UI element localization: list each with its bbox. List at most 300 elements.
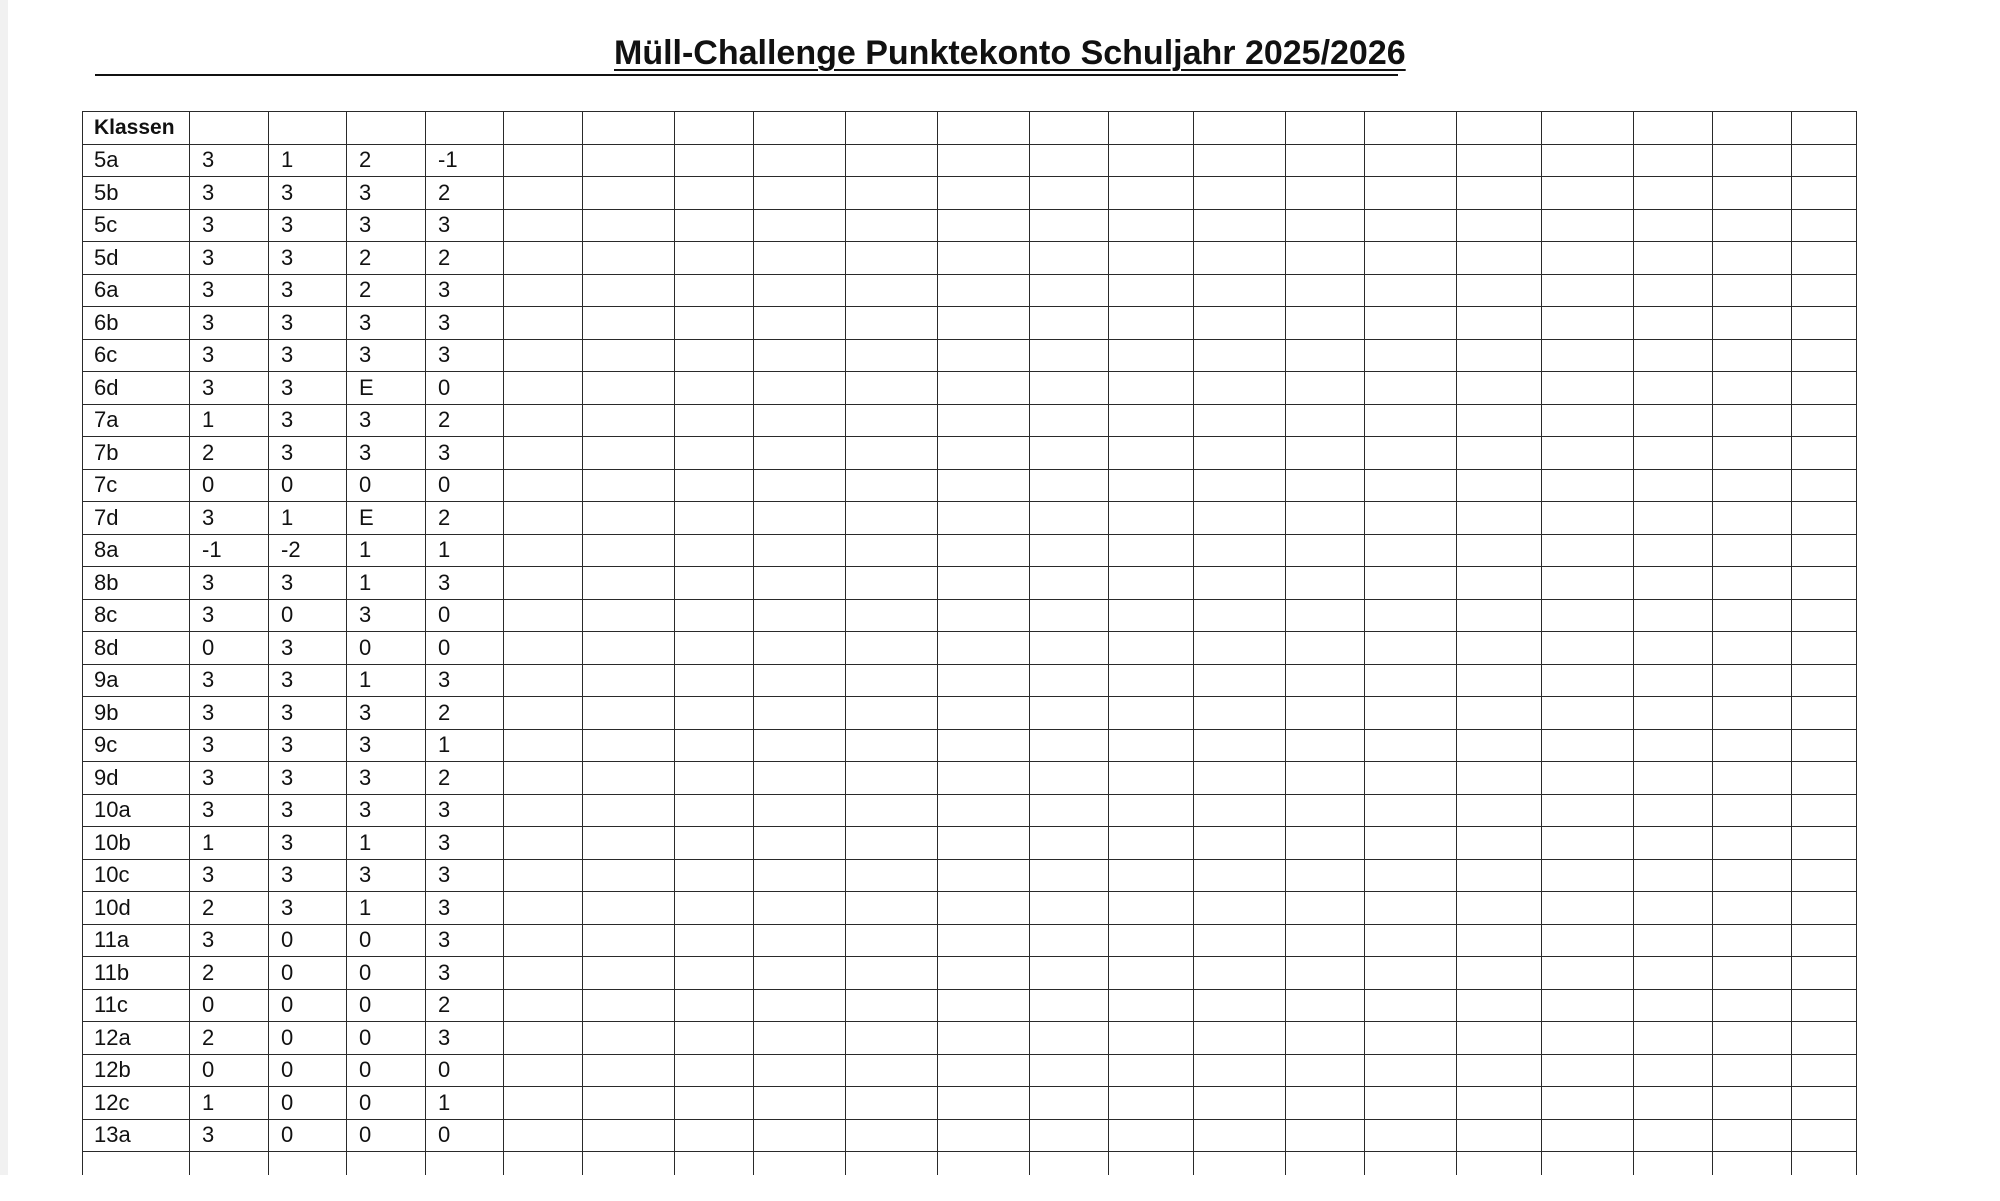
header-cell (1194, 112, 1286, 145)
empty-cell (1109, 632, 1194, 665)
empty-cell (1030, 437, 1109, 470)
empty-cell (1194, 632, 1286, 665)
class-name-cell: 5c (83, 209, 190, 242)
empty-cell (675, 209, 754, 242)
empty-cell (1194, 697, 1286, 730)
empty-cell (1030, 339, 1109, 372)
empty-cell (1792, 1119, 1857, 1152)
table-row (83, 274, 1857, 307)
empty-cell (1457, 1022, 1542, 1055)
score-cell: 0 (269, 469, 347, 502)
score-cell: 3 (190, 794, 269, 827)
empty-cell (754, 502, 846, 535)
class-name-cell: 10a (83, 794, 190, 827)
table-row (83, 437, 1857, 470)
empty-cell (1194, 989, 1286, 1022)
empty-cell (1365, 177, 1457, 210)
empty-cell (1194, 892, 1286, 925)
empty-cell (1634, 469, 1713, 502)
empty-cell (1030, 794, 1109, 827)
score-cell: 2 (426, 989, 504, 1022)
score-cell: 3 (269, 274, 347, 307)
empty-cell (754, 242, 846, 275)
empty-cell (504, 729, 583, 762)
empty-cell (1030, 177, 1109, 210)
empty-cell (1109, 144, 1194, 177)
header-cell (1792, 112, 1857, 145)
table-row (83, 664, 1857, 697)
page-title: Müll-Challenge Punktekonto Schuljahr 2025/2026 (614, 34, 1406, 72)
empty-cell (1713, 209, 1792, 242)
empty-cell (1713, 632, 1792, 665)
empty-cell (1542, 697, 1634, 730)
empty-cell (1109, 859, 1194, 892)
empty-cell (1286, 697, 1365, 730)
score-cell: 2 (347, 144, 426, 177)
empty-cell (938, 534, 1030, 567)
empty-cell (504, 437, 583, 470)
empty-cell (1634, 534, 1713, 567)
empty-cell (846, 209, 938, 242)
empty-cell (1792, 144, 1857, 177)
empty-cell (583, 209, 675, 242)
empty-cell (675, 794, 754, 827)
score-cell: 0 (269, 1087, 347, 1120)
empty-cell (1030, 957, 1109, 990)
score-cell: 1 (347, 827, 426, 860)
empty-cell (675, 1119, 754, 1152)
score-cell: 3 (269, 794, 347, 827)
empty-cell (1030, 1054, 1109, 1087)
empty-cell (1194, 924, 1286, 957)
score-cell: 2 (190, 1022, 269, 1055)
empty-cell (504, 1054, 583, 1087)
empty-cell (1109, 794, 1194, 827)
class-name-cell: 12c (83, 1087, 190, 1120)
empty-cell (938, 957, 1030, 990)
empty-cell (1457, 1119, 1542, 1152)
score-cell: 2 (190, 437, 269, 470)
empty-cell (754, 1054, 846, 1087)
empty-cell (754, 632, 846, 665)
score-cell: 0 (426, 599, 504, 632)
empty-cell (1030, 664, 1109, 697)
empty-cell (1542, 827, 1634, 860)
score-cell: 3 (347, 307, 426, 340)
empty-cell (846, 827, 938, 860)
empty-cell (1194, 599, 1286, 632)
empty-cell (1792, 859, 1857, 892)
empty-cell (1457, 762, 1542, 795)
class-name-cell: 9a (83, 664, 190, 697)
empty-cell (754, 859, 846, 892)
empty-cell (1109, 209, 1194, 242)
empty-cell (1634, 242, 1713, 275)
score-cell: 3 (269, 892, 347, 925)
empty-cell (504, 1119, 583, 1152)
empty-cell (1365, 372, 1457, 405)
empty-cell (1030, 307, 1109, 340)
empty-cell (1365, 437, 1457, 470)
score-cell: 0 (269, 1119, 347, 1152)
empty-cell (1634, 762, 1713, 795)
score-cell: 0 (426, 469, 504, 502)
empty-cell (1030, 534, 1109, 567)
empty-cell (846, 697, 938, 730)
empty-cell (846, 242, 938, 275)
empty-cell (1030, 632, 1109, 665)
empty-cell (754, 534, 846, 567)
empty-cell (938, 307, 1030, 340)
empty-cell (675, 339, 754, 372)
empty-cell (1457, 664, 1542, 697)
empty-cell (754, 924, 846, 957)
empty-cell (1457, 567, 1542, 600)
empty-cell (1457, 632, 1542, 665)
empty-cell (846, 599, 938, 632)
score-cell: 1 (190, 827, 269, 860)
empty-cell (504, 177, 583, 210)
empty-cell (504, 502, 583, 535)
empty-cell (1030, 274, 1109, 307)
score-cell: 0 (426, 632, 504, 665)
score-cell: 0 (347, 957, 426, 990)
empty-cell (1030, 404, 1109, 437)
empty-cell (938, 469, 1030, 502)
score-cell: 3 (269, 664, 347, 697)
empty-cell (1457, 924, 1542, 957)
empty-cell (1286, 469, 1365, 502)
empty-cell (1713, 957, 1792, 990)
empty-cell (1365, 469, 1457, 502)
empty-cell (504, 274, 583, 307)
header-cell (846, 112, 938, 145)
score-cell: 3 (426, 567, 504, 600)
empty-cell (1286, 209, 1365, 242)
empty-cell (1542, 957, 1634, 990)
empty-cell (675, 404, 754, 437)
score-cell: 0 (190, 1054, 269, 1087)
empty-cell (583, 307, 675, 340)
empty-cell (1365, 404, 1457, 437)
empty-cell (1109, 437, 1194, 470)
empty-cell (846, 567, 938, 600)
empty-cell (1792, 177, 1857, 210)
empty-cell (1792, 209, 1857, 242)
empty-cell (846, 1022, 938, 1055)
score-cell: 3 (426, 957, 504, 990)
empty-cell (1194, 1087, 1286, 1120)
header-klassen: Klassen (83, 112, 190, 145)
empty-cell (1713, 274, 1792, 307)
empty-cell (938, 827, 1030, 860)
empty-cell (1286, 339, 1365, 372)
score-cell: 2 (426, 762, 504, 795)
empty-cell (1365, 567, 1457, 600)
class-name-cell: 7b (83, 437, 190, 470)
empty-cell (938, 404, 1030, 437)
empty-cell (583, 1087, 675, 1120)
empty-cell (583, 859, 675, 892)
empty-cell (754, 664, 846, 697)
empty-cell (583, 1054, 675, 1087)
empty-cell (1109, 1119, 1194, 1152)
empty-cell (1030, 729, 1109, 762)
empty-cell (1713, 437, 1792, 470)
empty-cell (1365, 924, 1457, 957)
empty-cell (1542, 567, 1634, 600)
score-cell: 3 (190, 599, 269, 632)
empty-cell (938, 242, 1030, 275)
empty-cell (1109, 274, 1194, 307)
empty-cell (1286, 372, 1365, 405)
empty-cell (1792, 1054, 1857, 1087)
empty-cell (1194, 859, 1286, 892)
class-name-cell: 10d (83, 892, 190, 925)
empty-cell (1286, 664, 1365, 697)
empty-cell (1030, 892, 1109, 925)
empty-cell (504, 989, 583, 1022)
empty-cell (1457, 534, 1542, 567)
empty-cell (675, 372, 754, 405)
empty-cell (1457, 697, 1542, 730)
empty-cell (1109, 827, 1194, 860)
score-cell: 0 (269, 924, 347, 957)
score-cell: 3 (426, 892, 504, 925)
empty-cell (1365, 274, 1457, 307)
empty-cell (1109, 534, 1194, 567)
class-name-cell: 12a (83, 1022, 190, 1055)
points-table (82, 111, 1857, 1185)
empty-cell (1194, 502, 1286, 535)
empty-cell (1542, 144, 1634, 177)
empty-cell (1457, 599, 1542, 632)
empty-cell (504, 697, 583, 730)
empty-cell (1713, 502, 1792, 535)
score-cell: 2 (347, 274, 426, 307)
score-cell: 3 (347, 177, 426, 210)
empty-cell (1542, 1087, 1634, 1120)
class-name-cell: 7a (83, 404, 190, 437)
empty-cell (1542, 924, 1634, 957)
score-cell: 3 (190, 1119, 269, 1152)
empty-cell (1030, 859, 1109, 892)
empty-cell (1457, 859, 1542, 892)
table-row (83, 1119, 1857, 1152)
empty-cell (675, 632, 754, 665)
empty-cell (846, 859, 938, 892)
empty-cell (1792, 307, 1857, 340)
empty-cell (938, 729, 1030, 762)
empty-cell (1365, 1022, 1457, 1055)
empty-cell (846, 762, 938, 795)
empty-cell (1457, 404, 1542, 437)
empty-cell (504, 307, 583, 340)
empty-cell (675, 697, 754, 730)
empty-cell (938, 567, 1030, 600)
empty-cell (675, 664, 754, 697)
class-name-cell: 6d (83, 372, 190, 405)
empty-cell (1286, 989, 1365, 1022)
score-cell: 0 (347, 632, 426, 665)
header-cell (1365, 112, 1457, 145)
empty-cell (675, 989, 754, 1022)
table-row (83, 924, 1857, 957)
empty-cell (1194, 1022, 1286, 1055)
empty-cell (1792, 664, 1857, 697)
empty-cell (1634, 567, 1713, 600)
empty-cell (504, 567, 583, 600)
table-row (83, 372, 1857, 405)
empty-cell (583, 924, 675, 957)
empty-cell (1286, 144, 1365, 177)
header-cell (1030, 112, 1109, 145)
class-name-cell: 11b (83, 957, 190, 990)
empty-cell (1365, 989, 1457, 1022)
empty-cell (846, 664, 938, 697)
score-cell: 3 (269, 859, 347, 892)
class-name-cell: 6b (83, 307, 190, 340)
empty-cell (938, 762, 1030, 795)
empty-cell (504, 632, 583, 665)
empty-cell (1713, 339, 1792, 372)
empty-cell (1792, 372, 1857, 405)
score-cell: 0 (269, 957, 347, 990)
empty-cell (1713, 177, 1792, 210)
empty-cell (1194, 794, 1286, 827)
empty-cell (1365, 892, 1457, 925)
empty-cell (675, 892, 754, 925)
header-cell (504, 112, 583, 145)
empty-cell (1792, 502, 1857, 535)
class-name-cell: 8a (83, 534, 190, 567)
empty-cell (1109, 307, 1194, 340)
score-cell: 3 (269, 437, 347, 470)
empty-cell (1542, 242, 1634, 275)
score-cell: 2 (190, 892, 269, 925)
empty-cell (754, 729, 846, 762)
empty-cell (1713, 989, 1792, 1022)
empty-cell (1634, 1119, 1713, 1152)
score-cell: 2 (426, 502, 504, 535)
empty-cell (754, 1022, 846, 1055)
empty-cell (1194, 534, 1286, 567)
empty-cell (1713, 372, 1792, 405)
empty-cell (583, 404, 675, 437)
empty-cell (1457, 242, 1542, 275)
empty-cell (1109, 599, 1194, 632)
score-cell: 3 (426, 339, 504, 372)
score-cell: 3 (190, 859, 269, 892)
empty-cell (938, 274, 1030, 307)
table-row (83, 404, 1857, 437)
table-row (83, 599, 1857, 632)
empty-cell (504, 339, 583, 372)
empty-cell (675, 1022, 754, 1055)
header-cell (754, 112, 846, 145)
table-row (83, 632, 1857, 665)
score-cell: 0 (269, 989, 347, 1022)
empty-cell (754, 372, 846, 405)
empty-cell (1030, 1119, 1109, 1152)
score-cell: 2 (347, 242, 426, 275)
empty-cell (846, 502, 938, 535)
empty-cell (1030, 1087, 1109, 1120)
empty-cell (1109, 242, 1194, 275)
empty-cell (1286, 729, 1365, 762)
score-cell: 3 (269, 177, 347, 210)
empty-cell (754, 1119, 846, 1152)
empty-cell (1634, 372, 1713, 405)
page-cutoff (0, 1175, 2000, 1201)
header-cell (190, 112, 269, 145)
score-cell: 3 (347, 794, 426, 827)
score-cell: 3 (347, 339, 426, 372)
empty-cell (1194, 1054, 1286, 1087)
empty-cell (754, 989, 846, 1022)
empty-cell (1109, 567, 1194, 600)
class-name-cell: 10b (83, 827, 190, 860)
empty-cell (1286, 274, 1365, 307)
empty-cell (754, 697, 846, 730)
empty-cell (1286, 762, 1365, 795)
score-cell: 0 (426, 1054, 504, 1087)
empty-cell (504, 762, 583, 795)
empty-cell (1713, 1119, 1792, 1152)
score-cell: 3 (269, 209, 347, 242)
empty-cell (1792, 274, 1857, 307)
score-cell: 1 (426, 1087, 504, 1120)
empty-cell (1286, 567, 1365, 600)
header-cell (426, 112, 504, 145)
empty-cell (1713, 794, 1792, 827)
empty-cell (846, 989, 938, 1022)
score-cell: 3 (426, 307, 504, 340)
score-cell: 0 (269, 599, 347, 632)
empty-cell (1634, 957, 1713, 990)
score-cell: 3 (347, 404, 426, 437)
empty-cell (1792, 567, 1857, 600)
score-cell: 3 (190, 307, 269, 340)
empty-cell (1634, 599, 1713, 632)
table-row (83, 144, 1857, 177)
class-name-cell: 11c (83, 989, 190, 1022)
empty-cell (504, 924, 583, 957)
empty-cell (1365, 209, 1457, 242)
table-header-row (83, 112, 1857, 145)
empty-cell (1713, 599, 1792, 632)
table-row (83, 697, 1857, 730)
empty-cell (846, 437, 938, 470)
empty-cell (1030, 827, 1109, 860)
empty-cell (754, 762, 846, 795)
empty-cell (1194, 762, 1286, 795)
empty-cell (1365, 307, 1457, 340)
empty-cell (1286, 1022, 1365, 1055)
empty-cell (583, 469, 675, 502)
empty-cell (1109, 502, 1194, 535)
empty-cell (1713, 729, 1792, 762)
empty-cell (583, 762, 675, 795)
score-cell: 3 (347, 729, 426, 762)
score-cell: 1 (269, 502, 347, 535)
empty-cell (1365, 1119, 1457, 1152)
empty-cell (1030, 924, 1109, 957)
score-cell: 3 (426, 1022, 504, 1055)
empty-cell (754, 892, 846, 925)
empty-cell (1792, 339, 1857, 372)
empty-cell (1365, 339, 1457, 372)
